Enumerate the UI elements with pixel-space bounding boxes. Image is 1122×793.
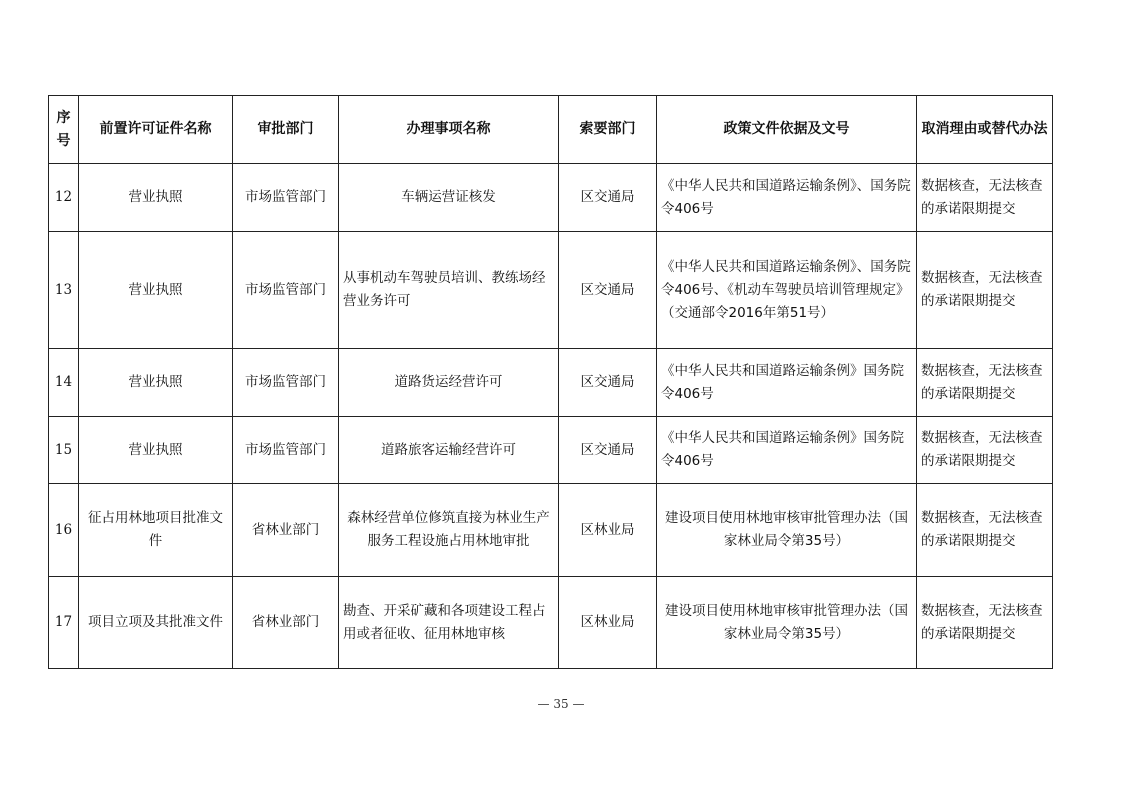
cell-item-name: 道路旅客运输经营许可 — [339, 417, 559, 484]
header-row — [49, 96, 1053, 164]
cell-cancel-reason: 数据核查，无法核查的承诺限期提交 — [917, 577, 1053, 669]
cell-approval-dept: 省林业部门 — [233, 484, 339, 577]
page-number: — 35 — — [537, 697, 585, 711]
cell-cancel-reason: 数据核查，无法核查的承诺限期提交 — [917, 417, 1053, 484]
table-row — [49, 164, 1053, 232]
cell-policy-basis: 《中华人民共和国道路运输条例》、国务院令406号、《机动车驾驶员培训管理规定》（交通部令2016年第51号） — [657, 232, 917, 349]
cell-index: 16 — [49, 484, 79, 577]
cell-cancel-reason: 数据核查，无法核查的承诺限期提交 — [917, 164, 1053, 232]
header-cancel-reason: 取消理由或替代办法 — [917, 96, 1053, 164]
cell-requesting-dept: 区交通局 — [559, 164, 657, 232]
cell-cancel-reason: 数据核查，无法核查的承诺限期提交 — [917, 232, 1053, 349]
cell-approval-dept: 市场监管部门 — [233, 232, 339, 349]
cell-index: 17 — [49, 577, 79, 669]
cell-index: 13 — [49, 232, 79, 349]
cell-item-name: 森林经营单位修筑直接为林业生产服务工程设施占用林地审批 — [339, 484, 559, 577]
header-policy-basis: 政策文件依据及文号 — [657, 96, 917, 164]
header-approval-dept: 审批部门 — [233, 96, 339, 164]
cell-approval-dept: 市场监管部门 — [233, 349, 339, 417]
cell-item-name: 勘查、开采矿藏和各项建设工程占用或者征收、征用林地审核 — [339, 577, 559, 669]
cell-prereq-license: 营业执照 — [79, 232, 233, 349]
cell-requesting-dept: 区交通局 — [559, 232, 657, 349]
cell-policy-basis: 《中华人民共和国道路运输条例》、国务院令406号 — [657, 164, 917, 232]
table-row — [49, 484, 1053, 577]
cell-prereq-license: 项目立项及其批准文件 — [79, 577, 233, 669]
header-item-name: 办理事项名称 — [339, 96, 559, 164]
cell-cancel-reason: 数据核查，无法核查的承诺限期提交 — [917, 484, 1053, 577]
cell-policy-basis: 建设项目使用林地审核审批管理办法（国家林业局令第35号） — [657, 484, 917, 577]
cell-prereq-license: 营业执照 — [79, 349, 233, 417]
cell-item-name: 从事机动车驾驶员培训、教练场经营业务许可 — [339, 232, 559, 349]
cell-index: 14 — [49, 349, 79, 417]
cell-requesting-dept: 区林业局 — [559, 577, 657, 669]
cell-approval-dept: 市场监管部门 — [233, 417, 339, 484]
cell-index: 15 — [49, 417, 79, 484]
cell-approval-dept: 市场监管部门 — [233, 164, 339, 232]
cell-requesting-dept: 区交通局 — [559, 417, 657, 484]
permit-table — [48, 95, 1053, 669]
table-row — [49, 577, 1053, 669]
cell-policy-basis: 建设项目使用林地审核审批管理办法（国家林业局令第35号） — [657, 577, 917, 669]
cell-prereq-license: 营业执照 — [79, 417, 233, 484]
table-row — [49, 232, 1053, 349]
cell-item-name: 道路货运经营许可 — [339, 349, 559, 417]
header-prereq-license: 前置许可证件名称 — [79, 96, 233, 164]
cell-requesting-dept: 区林业局 — [559, 484, 657, 577]
header-requesting-dept: 索要部门 — [559, 96, 657, 164]
cell-prereq-license: 征占用林地项目批准文件 — [79, 484, 233, 577]
cell-policy-basis: 《中华人民共和国道路运输条例》国务院令406号 — [657, 417, 917, 484]
table-row — [49, 349, 1053, 417]
table-row — [49, 417, 1053, 484]
cell-prereq-license: 营业执照 — [79, 164, 233, 232]
cell-requesting-dept: 区交通局 — [559, 349, 657, 417]
header-index: 序号 — [49, 96, 79, 164]
cell-index: 12 — [49, 164, 79, 232]
cell-cancel-reason: 数据核查，无法核查的承诺限期提交 — [917, 349, 1053, 417]
cell-approval-dept: 省林业部门 — [233, 577, 339, 669]
cell-item-name: 车辆运营证核发 — [339, 164, 559, 232]
cell-policy-basis: 《中华人民共和国道路运输条例》国务院令406号 — [657, 349, 917, 417]
